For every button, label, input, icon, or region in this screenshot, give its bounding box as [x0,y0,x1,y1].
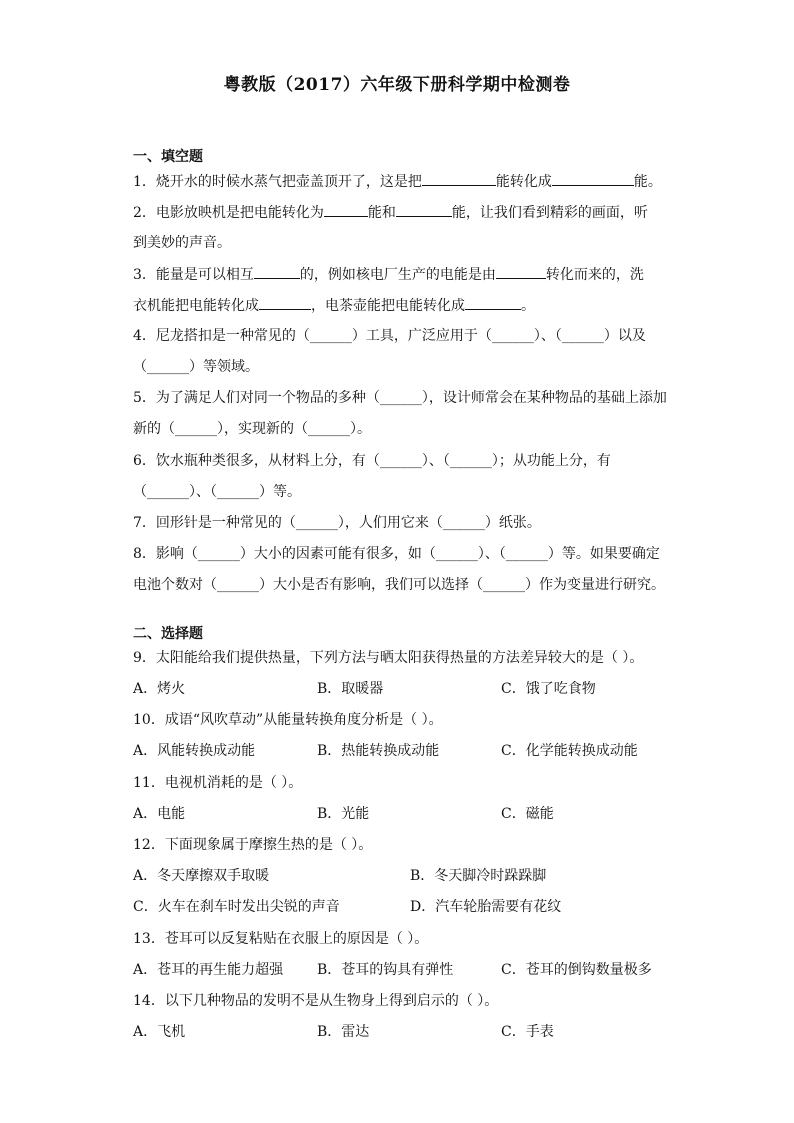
option-a[interactable]: A．电能 [133,806,186,822]
option-a[interactable]: A．风能转换成动能 [133,743,256,759]
question-4: 4．尼龙搭扣是一种常见的（______）工具，广泛应用于（______）、（______）以及 [133,328,646,344]
section-heading-fill-blank: 一、填空题 [133,149,203,165]
question-8: 8．影响（______）大小的因素可能有很多，如（______）、（______）等。如果要确定 [133,546,660,562]
option-c[interactable]: C．磁能 [501,806,554,822]
option-a[interactable]: A．冬天摩擦双手取暖 [133,868,270,884]
question-13: 13．苍耳可以反复粘贴在衣服上的原因是（ ）。 [133,931,429,947]
question-12: 12．下面现象属于摩擦生热的是（ ）。 [133,837,373,853]
question-6-cont: （______）、（______）等。 [133,484,301,500]
option-b[interactable]: B．热能转换成动能 [317,743,440,759]
question-11: 11．电视机消耗的是（ ）。 [133,775,303,791]
option-a[interactable]: A．烤火 [133,681,186,697]
question-5: 5．为了满足人们对同一个物品的多种（______），设计师常会在某种物品的基础上添加 [133,390,667,406]
question-7: 7．回形针是一种常见的（______），人们用它来（______）纸张。 [133,515,541,531]
question-3: 3．能量是可以相互 的，例如核电厂生产的电能是由 转化而来的，洗 [133,264,673,285]
question-5-cont: 新的（______），实现新的（______）。 [133,421,371,437]
question-10: 10．成语“风吹草动”从能量转换角度分析是（ ）。 [133,712,443,728]
question-4-cont: （______）等领域。 [133,359,259,375]
question-2: 2．电影放映机是把电能转化为 能和 能，让我们看到精彩的画面，听 [133,202,673,223]
option-b[interactable]: B．光能 [317,806,370,822]
option-d[interactable]: D．汽车轮胎需要有花纹 [410,899,562,915]
question-3-cont: 衣机能把电能转化成 ，电茶壶能把电能转化成 。 [133,295,673,316]
option-a[interactable]: A．飞机 [133,1024,186,1040]
option-b[interactable]: B．苍耳的钩具有弹性 [317,962,454,978]
question-14: 14．以下几种物品的发明不是从生物身上得到启示的（ ）。 [133,993,499,1009]
option-c[interactable]: C．手表 [501,1024,554,1040]
page-title: 粤教版（2017）六年级下册科学期中检测卷 [223,75,571,95]
option-b[interactable]: B．雷达 [317,1024,370,1040]
question-9: 9．太阳能给我们提供热量，下列方法与晒太阳获得热量的方法差异较大的是（ ）。 [133,650,644,666]
option-c[interactable]: C．化学能转换成动能 [501,743,638,759]
question-6: 6．饮水瓶种类很多，从材料上分，有（______）、（______）；从功能上分，有 [133,453,611,469]
option-c[interactable]: C．苍耳的倒钩数量极多 [501,962,652,978]
option-c[interactable]: C．饿了吃食物 [501,681,596,697]
option-a[interactable]: A．苍耳的再生能力超强 [133,962,284,978]
question-1: 1．烧开水的时候水蒸气把壶盖顶开了，这是把 能转化成 能。 [133,171,673,192]
option-b[interactable]: B．冬天脚冷时跺跺脚 [410,868,547,884]
question-2-cont: 到美妙的声音。 [133,235,231,251]
option-c[interactable]: C．火车在刹车时发出尖锐的声音 [133,899,340,915]
section-heading-multiple-choice: 二、选择题 [133,626,203,642]
option-b[interactable]: B．取暖器 [317,681,384,697]
question-8-cont: 电池个数对（______）大小是否有影响，我们可以选择（______）作为变量进行研究。 [133,577,665,593]
